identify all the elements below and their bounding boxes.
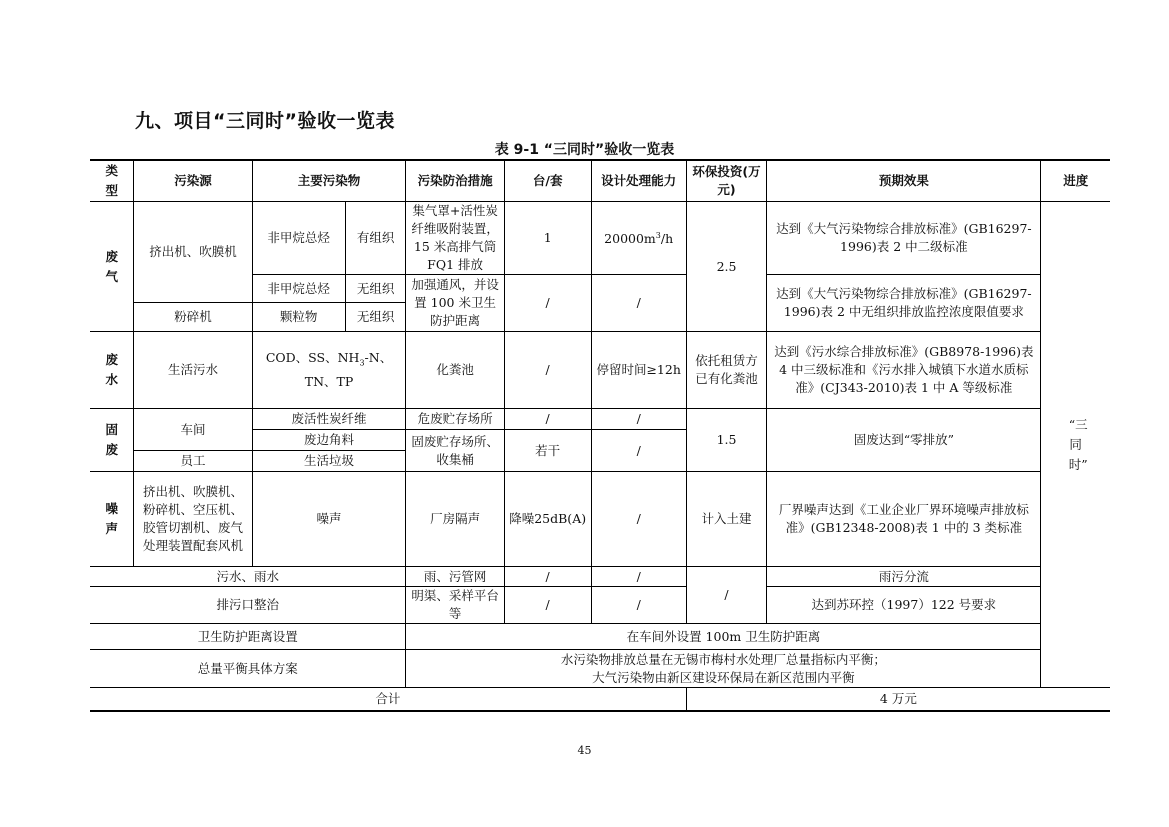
solid-effect: 固废达到“零排放”	[767, 409, 1041, 472]
gas-measure-2: 加强通风，并设置 100 米卫生防护距离	[406, 275, 504, 332]
total-label: 合计	[90, 688, 686, 711]
distance-value: 在车间外设置 100m 卫生防护距离	[406, 624, 1041, 650]
noise-units: 降噪25dB(A)	[504, 472, 591, 567]
solid-pollutant-2: 废边角料	[252, 430, 406, 451]
rain-capacity: /	[591, 567, 686, 587]
solid-units-1: /	[504, 409, 591, 430]
water-units: /	[504, 332, 591, 409]
water-invest: 依托租赁方已有化粪池	[686, 332, 767, 409]
gas-source-extruder: 挤出机、吹膜机	[134, 202, 252, 303]
header-invest: 环保投资(万元)	[686, 160, 767, 202]
solid-measure-2: 固废贮存场所、收集桶	[406, 430, 504, 472]
page-number: 45	[577, 744, 592, 757]
gas-capacity-2: /	[591, 275, 686, 332]
water-effect: 达到《污水综合排放标准》(GB8978-1996)表 4 中三级标准和《污水排入城镇下水道水质标准》(CJ343-2010)表 1 中 A 等级标准	[767, 332, 1041, 409]
outfall-label: 排污口整治	[90, 587, 406, 624]
gas-pollutant-3: 颗粒物	[252, 303, 345, 332]
header-measure: 污染防治措施	[406, 160, 504, 202]
balance-label: 总量平衡具体方案	[90, 650, 406, 688]
gas-measure-1: 集气罩+活性炭纤维吸附装置，15 米高排气筒 FQ1 排放	[406, 202, 504, 275]
solid-capacity-2: /	[591, 430, 686, 472]
solid-measure-1: 危废贮存场所	[406, 409, 504, 430]
water-capacity: 停留时间≥12h	[591, 332, 686, 409]
outfall-effect: 达到苏环控（1997）122 号要求	[767, 587, 1041, 624]
header-units: 台/套	[504, 160, 591, 202]
noise-capacity: /	[591, 472, 686, 567]
rain-measure: 雨、污管网	[406, 567, 504, 587]
category-noise: 噪声	[90, 472, 134, 567]
solid-source-staff: 员工	[134, 451, 252, 472]
rain-label: 污水、雨水	[90, 567, 406, 587]
gas-pollutant-2: 非甲烷总烃	[252, 275, 345, 303]
category-water: 废水	[90, 332, 134, 409]
rain-effect: 雨污分流	[767, 567, 1041, 587]
outfall-measure: 明渠、采样平台等	[406, 587, 504, 624]
water-pollutant: COD、SS、$NH_3-N$、TN、TP	[252, 332, 406, 409]
noise-invest: 计入土建	[686, 472, 767, 567]
solid-invest: 1.5	[686, 409, 767, 472]
water-source: 生活污水	[134, 332, 252, 409]
solid-pollutant-3: 生活垃圾	[252, 451, 406, 472]
section-title: 九、项目“三同时”验收一览表	[135, 110, 395, 132]
total-value: 4 万元	[686, 688, 1110, 711]
header-capacity: 设计处理能力	[591, 160, 686, 202]
acceptance-table	[90, 159, 1110, 712]
gas-effect-1: 达到《大气污染物综合排放标准》(GB16297-1996)表 2 中二级标准	[767, 202, 1041, 275]
rain-units: /	[504, 567, 591, 587]
header-progress: 进度	[1041, 160, 1110, 202]
header-source: 污染源	[134, 160, 252, 202]
gas-capacity-1: $20000m^3/h$	[591, 202, 686, 275]
gas-organized-1: 有组织	[345, 202, 406, 275]
noise-source: 挤出机、吹膜机、粉碎机、空压机、胶管切割机、废气处理装置配套风机	[134, 472, 252, 567]
category-solid: 固废	[90, 409, 134, 472]
gas-units-2: /	[504, 275, 591, 332]
noise-measure: 厂房隔声	[406, 472, 504, 567]
gas-organized-3: 无组织	[345, 303, 406, 332]
balance-line-1: 水污染物排放总量在无锡市梅村水处理厂总量指标内平衡；	[560, 651, 886, 667]
header-effect: 预期效果	[767, 160, 1041, 202]
distance-label: 卫生防护距离设置	[90, 624, 406, 650]
gas-source-crusher: 粉碎机	[134, 303, 252, 332]
gas-effect-2: 达到《大气污染物综合排放标准》(GB16297-1996)表 2 中无组织排放监控浓度限值要求	[767, 275, 1041, 332]
outfall-units: /	[504, 587, 591, 624]
gas-organized-2: 无组织	[345, 275, 406, 303]
header-type: 类型	[90, 160, 134, 202]
noise-effect: 厂界噪声达到《工业企业厂界环境噪声排放标准》(GB12348-2008)表 1 中的 3 类标准	[767, 472, 1041, 567]
outfall-capacity: /	[591, 587, 686, 624]
solid-units-2: 若干	[504, 430, 591, 472]
gas-invest: 2.5	[686, 202, 767, 332]
solid-pollutant-1: 废活性炭纤维	[252, 409, 406, 430]
balance-line-2: 大气污染物由新区建设环保局在新区范围内平衡	[592, 669, 855, 685]
water-measure: 化粪池	[406, 332, 504, 409]
progress-cell: “三同时”	[1041, 202, 1110, 688]
rain-outfall-invest: /	[686, 567, 767, 624]
gas-units-1: 1	[504, 202, 591, 275]
balance-value	[406, 650, 1041, 688]
table-caption: 表 9-1 “三同时”验收一览表	[494, 142, 675, 158]
solid-source-workshop: 车间	[134, 409, 252, 451]
solid-capacity-1: /	[591, 409, 686, 430]
header-pollutant: 主要污染物	[252, 160, 406, 202]
noise-pollutant: 噪声	[252, 472, 406, 567]
gas-pollutant-1: 非甲烷总烃	[252, 202, 345, 275]
category-gas: 废气	[90, 202, 134, 332]
